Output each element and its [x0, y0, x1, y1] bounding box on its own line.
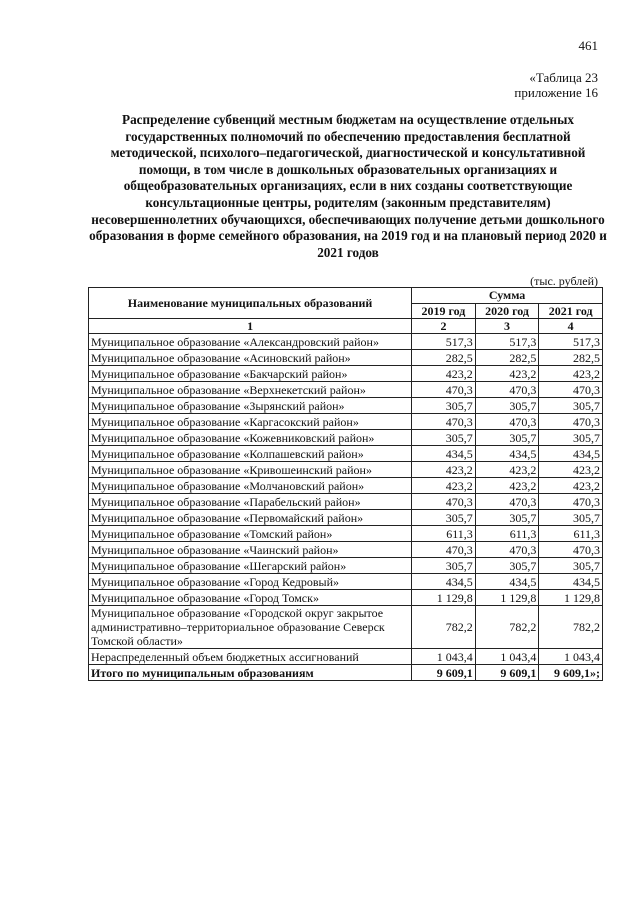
- header-year-2021: 2021 год: [539, 303, 603, 319]
- amount-cell: 517,3: [412, 334, 476, 350]
- table-row: [89, 414, 603, 430]
- budget-table: [88, 287, 603, 681]
- municipality-name: Муниципальное образование «Парабельский район»: [89, 494, 412, 510]
- municipality-name: Муниципальное образование «Томский район»: [89, 526, 412, 542]
- amount-cell: 423,2: [539, 478, 603, 494]
- amount-cell: 305,7: [412, 398, 476, 414]
- amount-cell: 1 129,8: [475, 590, 539, 606]
- amount-cell: 305,7: [475, 398, 539, 414]
- amount-cell: 305,7: [539, 510, 603, 526]
- amount-cell: 434,5: [412, 446, 476, 462]
- header-sum: Сумма: [412, 288, 603, 304]
- municipality-name: Муниципальное образование «Кожевниковский район»: [89, 430, 412, 446]
- amount-cell: 423,2: [412, 366, 476, 382]
- municipality-name: Муниципальное образование «Верхнекетский район»: [89, 382, 412, 398]
- amount-cell: 423,2: [475, 478, 539, 494]
- table-row: [89, 478, 603, 494]
- amount-cell: 470,3: [539, 382, 603, 398]
- table-row: [89, 574, 603, 590]
- municipality-name: Муниципальное образование «Шегарский район»: [89, 558, 412, 574]
- document-title: Распределение субвенций местным бюджетам на осуществление отдельных государственных полномочий по обеспечению предоставления бесплатной методической, психолого–педагогической, диагностической и консультативной помощи, в том числе в дошкольных образовательных организациях и общеобразовательных организациях, если в них созданы соответствующие консультационные центры, родителям (законным представителям) несовершеннолетних обучающихся, обеспечивающих получение детьми дошкольного образования в форме семейного образования, на 2019 год и на плановый период 2020 и 2021 годов: [89, 112, 607, 260]
- table-row: [89, 382, 603, 398]
- municipality-name: Муниципальное образование «Город Томск»: [89, 590, 412, 606]
- total-row: [89, 665, 603, 681]
- page-number: 461: [578, 38, 598, 53]
- amount-cell: 305,7: [475, 430, 539, 446]
- column-index-3: 3: [475, 319, 539, 334]
- annex-appendix-label: приложение 16: [514, 85, 598, 100]
- amount-cell: 423,2: [539, 366, 603, 382]
- amount-cell: 470,3: [412, 414, 476, 430]
- table-row: [89, 366, 603, 382]
- table-row: [89, 542, 603, 558]
- header-year-2020: 2020 год: [475, 303, 539, 319]
- amount-cell: 1 129,8: [412, 590, 476, 606]
- annex-table-label: «Таблица 23: [529, 70, 598, 85]
- table-row: [89, 446, 603, 462]
- amount-cell: 305,7: [539, 398, 603, 414]
- table-row: [89, 398, 603, 414]
- table-row: [89, 462, 603, 478]
- table-row: [89, 649, 603, 665]
- amount-cell: 470,3: [539, 542, 603, 558]
- column-index-4: 4: [539, 319, 603, 334]
- table-row: [89, 430, 603, 446]
- municipality-name: Муниципальное образование «Городской округ закрытое административно–территориальное образование Северск Томской области»: [89, 606, 412, 649]
- municipality-name: Муниципальное образование «Зырянский район»: [89, 398, 412, 414]
- amount-cell: 470,3: [412, 494, 476, 510]
- amount-cell: 282,5: [539, 350, 603, 366]
- table-row: [89, 526, 603, 542]
- table-row: [89, 558, 603, 574]
- amount-cell: 423,2: [475, 366, 539, 382]
- municipality-name: Муниципальное образование «Молчановский район»: [89, 478, 412, 494]
- municipality-name: Муниципальное образование «Каргасокский район»: [89, 414, 412, 430]
- column-index-1: 1: [89, 319, 412, 334]
- amount-cell: 423,2: [475, 462, 539, 478]
- table-row: [89, 606, 603, 649]
- amount-cell: 470,3: [539, 414, 603, 430]
- total-amount-cell: 9 609,1»;: [539, 665, 603, 681]
- amount-cell: 305,7: [412, 510, 476, 526]
- amount-cell: 782,2: [475, 606, 539, 649]
- amount-cell: 305,7: [475, 510, 539, 526]
- amount-cell: 305,7: [475, 558, 539, 574]
- municipality-name: Муниципальное образование «Кривошеинский район»: [89, 462, 412, 478]
- municipality-name: Муниципальное образование «Асиновский район»: [89, 350, 412, 366]
- amount-cell: 1 043,4: [475, 649, 539, 665]
- amount-cell: 470,3: [475, 494, 539, 510]
- amount-cell: 611,3: [539, 526, 603, 542]
- amount-cell: 305,7: [412, 558, 476, 574]
- amount-cell: 305,7: [412, 430, 476, 446]
- amount-cell: 305,7: [539, 430, 603, 446]
- municipality-name: Муниципальное образование «Бакчарский район»: [89, 366, 412, 382]
- amount-cell: 611,3: [475, 526, 539, 542]
- amount-cell: 282,5: [475, 350, 539, 366]
- amount-cell: 782,2: [412, 606, 476, 649]
- amount-cell: 1 043,4: [412, 649, 476, 665]
- amount-cell: 434,5: [475, 574, 539, 590]
- amount-cell: 470,3: [412, 542, 476, 558]
- municipality-name: Муниципальное образование «Город Кедровый»: [89, 574, 412, 590]
- amount-cell: 1 043,4: [539, 649, 603, 665]
- amount-cell: 470,3: [475, 542, 539, 558]
- amount-cell: 434,5: [412, 574, 476, 590]
- amount-cell: 782,2: [539, 606, 603, 649]
- table-annex-caption: [514, 70, 598, 100]
- amount-cell: 434,5: [539, 446, 603, 462]
- amount-cell: 517,3: [539, 334, 603, 350]
- amount-cell: 282,5: [412, 350, 476, 366]
- total-amount-cell: 9 609,1: [475, 665, 539, 681]
- municipality-name: Муниципальное образование «Чаинский район»: [89, 542, 412, 558]
- municipality-name: Муниципальное образование «Александровский район»: [89, 334, 412, 350]
- table-row: [89, 590, 603, 606]
- table-row: [89, 334, 603, 350]
- amount-cell: 470,3: [475, 414, 539, 430]
- municipality-name: Муниципальное образование «Колпашевский район»: [89, 446, 412, 462]
- units-label: (тыс. рублей): [530, 274, 598, 288]
- amount-cell: 434,5: [539, 574, 603, 590]
- amount-cell: 611,3: [412, 526, 476, 542]
- table-row: [89, 510, 603, 526]
- municipality-name: Муниципальное образование «Первомайский район»: [89, 510, 412, 526]
- header-year-2019: 2019 год: [412, 303, 476, 319]
- total-label: Итого по муниципальным образованиям: [89, 665, 412, 681]
- amount-cell: 423,2: [412, 478, 476, 494]
- total-amount-cell: 9 609,1: [412, 665, 476, 681]
- table-body: [89, 334, 603, 681]
- amount-cell: 470,3: [475, 382, 539, 398]
- amount-cell: 423,2: [412, 462, 476, 478]
- column-index-2: 2: [412, 319, 476, 334]
- amount-cell: 517,3: [475, 334, 539, 350]
- amount-cell: 305,7: [539, 558, 603, 574]
- amount-cell: 470,3: [412, 382, 476, 398]
- amount-cell: 434,5: [475, 446, 539, 462]
- municipality-name: Нераспределенный объем бюджетных ассигнований: [89, 649, 412, 665]
- table-row: [89, 494, 603, 510]
- amount-cell: 1 129,8: [539, 590, 603, 606]
- amount-cell: 423,2: [539, 462, 603, 478]
- header-name: Наименование муниципальных образований: [89, 288, 412, 319]
- table-row: [89, 350, 603, 366]
- amount-cell: 470,3: [539, 494, 603, 510]
